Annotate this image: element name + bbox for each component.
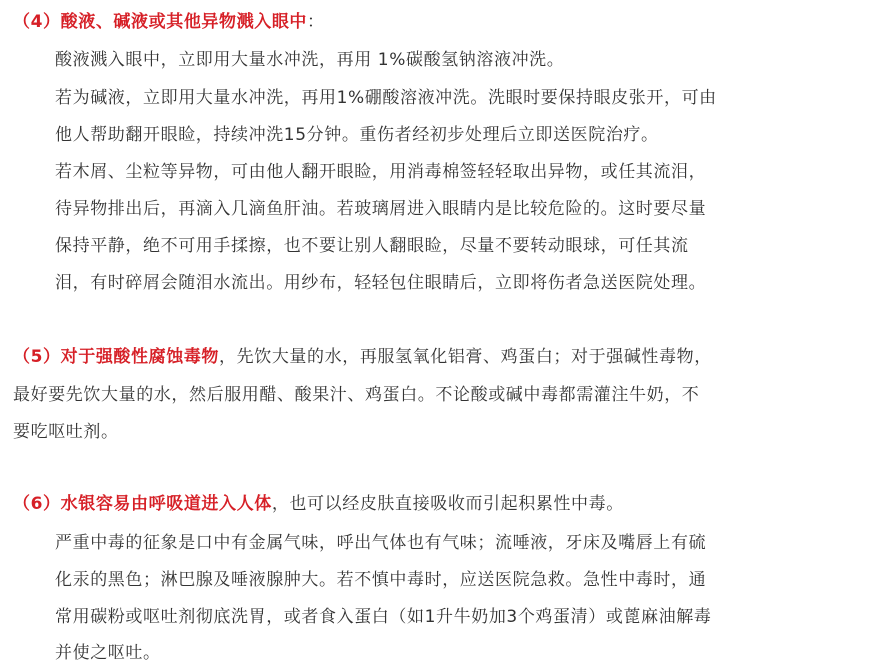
section-6-heading-line bbox=[13, 492, 624, 516]
section-6-line-3: 常用碳粉或呕吐剂彻底洗胃，或者食入蛋白（如1升牛奶加3个鸡蛋清）或蓖麻油解毒 bbox=[55, 607, 712, 627]
section-4-line-4: 若木屑、尘粒等异物，可由他人翻开眼睑，用消毒棉签轻轻取出异物，或任其流泪， bbox=[55, 162, 707, 182]
section-5-line-1: 最好要先饮大量的水，然后服用醋、酸果汁、鸡蛋白。不论酸或碱中毒都需灌注牛奶，不 bbox=[13, 385, 700, 405]
section-5-heading: （5）对于强酸性腐蚀毒物 bbox=[13, 347, 220, 367]
section-4-line-5: 待异物排出后，再滴入几滴鱼肝油。若玻璃屑进入眼睛内是比较危险的。这时要尽量 bbox=[55, 199, 707, 219]
section-5-line-2: 要吃呕吐剂。 bbox=[13, 422, 119, 442]
section-4-line-3: 他人帮助翻开眼睑，持续冲洗15分钟。重伤者经初步处理后立即送医院治疗。 bbox=[55, 125, 659, 145]
section-6-heading-tail: ，也可以经皮肤直接吸收而引起积累性中毒。 bbox=[271, 494, 624, 514]
section-6-line-1: 严重中毒的征象是口中有金属气味，呼出气体也有气味；流唾液，牙床及嘴唇上有硫 bbox=[55, 533, 707, 553]
section-4-heading-line bbox=[13, 10, 325, 34]
section-6-line-2: 化汞的黑色；淋巴腺及唾液腺肿大。若不慎中毒时，应送医院急救。急性中毒时，通 bbox=[55, 570, 707, 590]
section-4-line-1: 酸液溅入眼中，立即用大量水冲洗，再用 1%碳酸氢钠溶液冲洗。 bbox=[55, 50, 565, 70]
section-4-line-6: 保持平静，绝不可用手揉擦，也不要让别人翻眼睑，尽量不要转动眼球，可任其流 bbox=[55, 236, 689, 256]
section-6-line-4: 并使之呕吐。 bbox=[55, 643, 161, 663]
section-4-heading-tail: ： bbox=[307, 12, 325, 32]
section-5-heading-line bbox=[13, 345, 712, 369]
section-4-line-7: 泪，有时碎屑会随泪水流出。用纱布，轻轻包住眼睛后，立即将伤者急送医院处理。 bbox=[55, 273, 707, 293]
section-6-heading: （6）水银容易由呼吸道进入人体 bbox=[13, 494, 272, 514]
section-4-line-2: 若为碱液，立即用大量水冲洗，再用1%硼酸溶液冲洗。洗眼时要保持眼皮张开，可由 bbox=[55, 88, 717, 108]
section-4-heading: （4）酸液、碱液或其他异物溅入眼中 bbox=[13, 12, 308, 32]
section-5-heading-tail: ，先饮大量的水，再服氢氧化铝膏、鸡蛋白；对于强碱性毒物， bbox=[219, 347, 712, 367]
